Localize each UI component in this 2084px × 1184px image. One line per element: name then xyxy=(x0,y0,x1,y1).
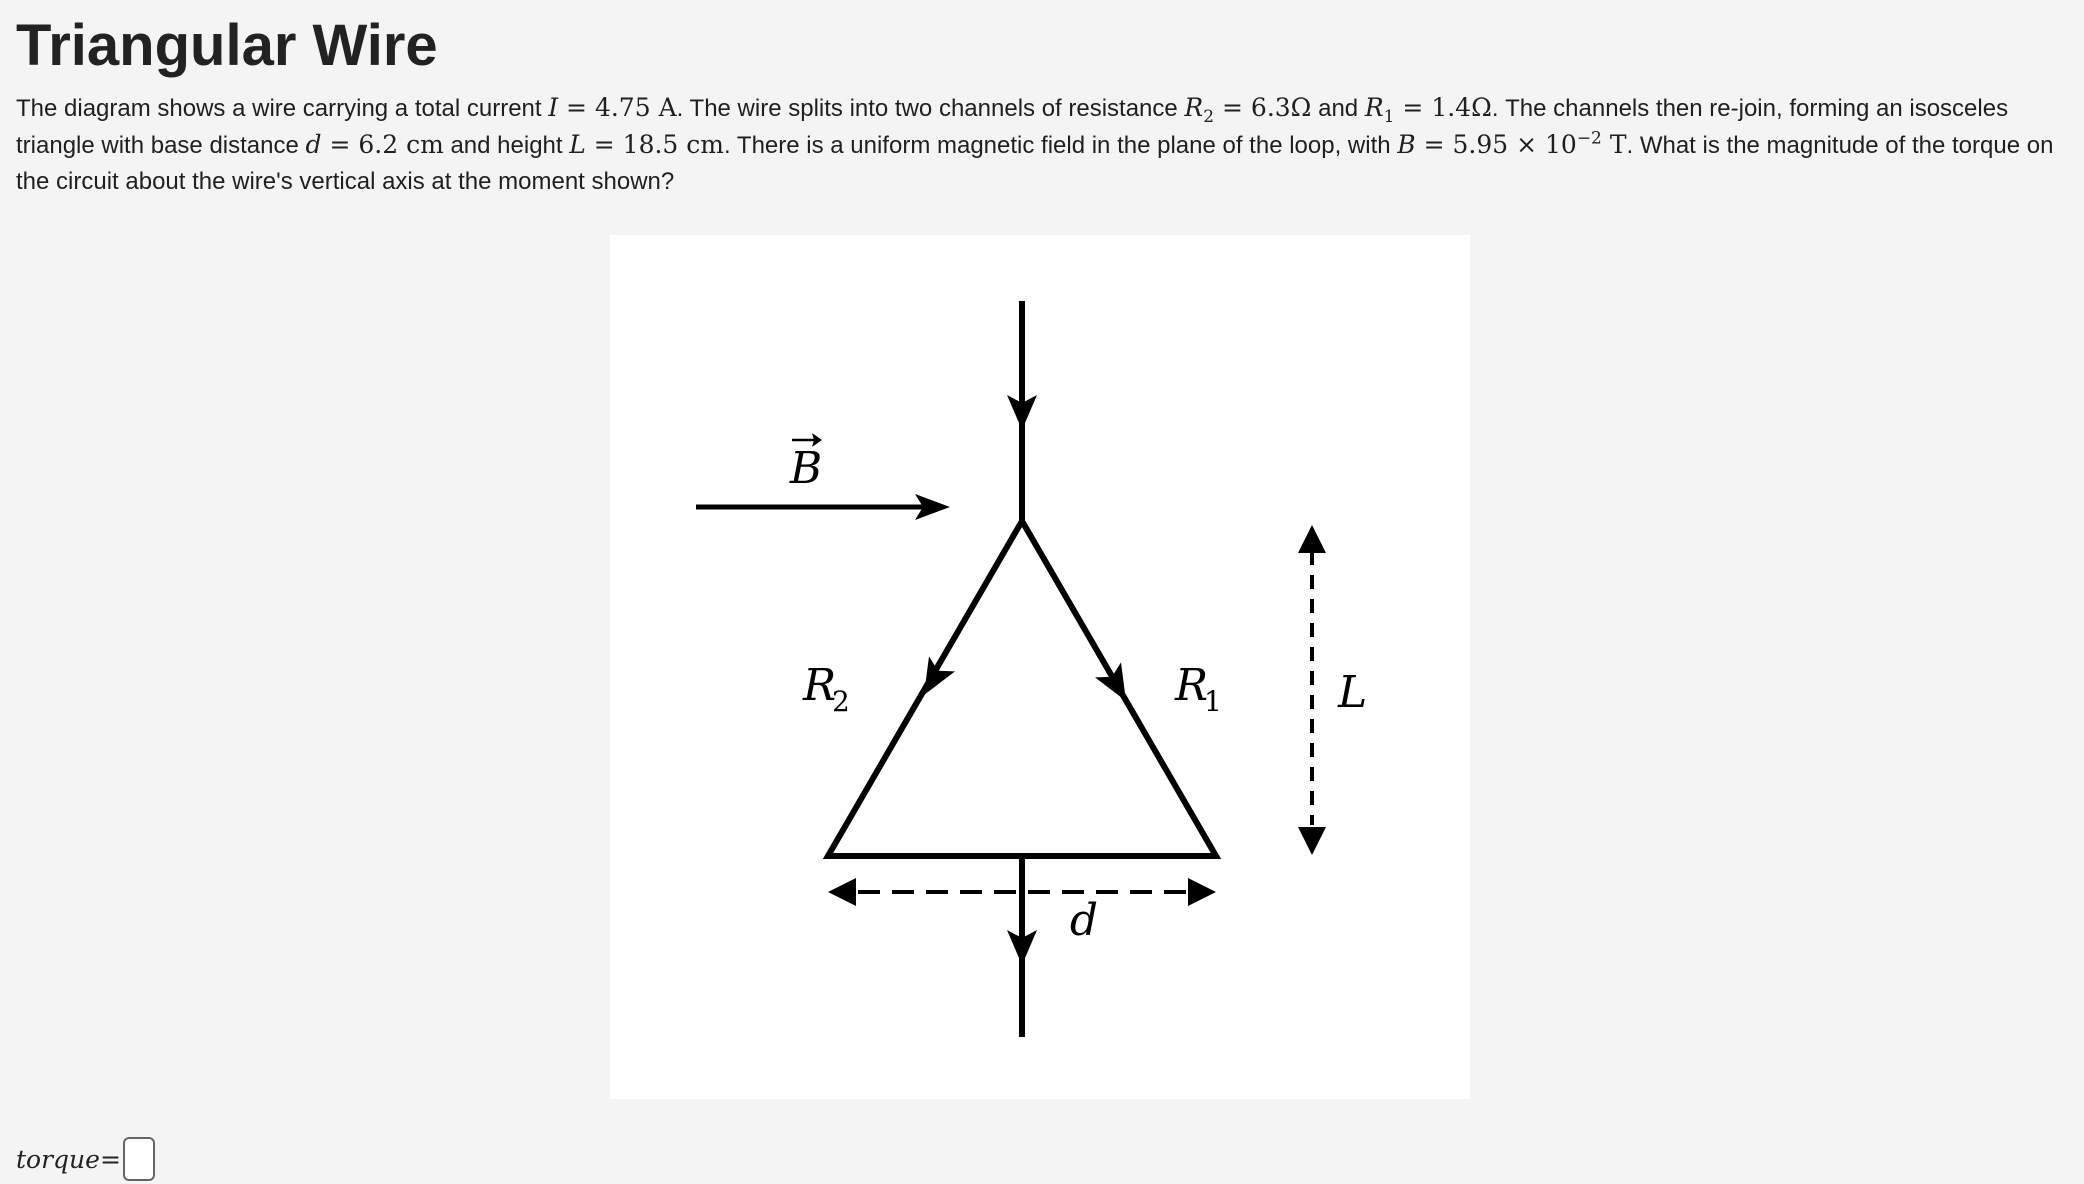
r1-label: R xyxy=(1175,660,1209,711)
r2-label-subscript: 2 xyxy=(832,685,850,718)
equals-sign: = xyxy=(1394,93,1432,122)
problem-text-7: . What is the magnitude of the torque on the circuit about the wire's vertical axis at the moment shown? xyxy=(16,132,2054,195)
r1-subscript: 1 xyxy=(1383,107,1395,127)
diagram-figure xyxy=(610,235,1470,1099)
r1-value: 1.4Ω xyxy=(1431,93,1492,122)
equals-sign: = xyxy=(585,130,623,159)
r2-symbol: R xyxy=(1184,93,1204,122)
problem-text-3: and xyxy=(1311,95,1365,122)
problem-text-5: and height xyxy=(443,132,570,159)
b-math xyxy=(1397,130,1626,159)
equals-sign: = xyxy=(558,93,595,122)
l-math xyxy=(569,130,724,159)
height-arrow-up xyxy=(1298,525,1326,553)
page xyxy=(16,0,2068,200)
d-symbol: d xyxy=(305,130,322,159)
problem-text-4: . The channels then re-join, forming an isosceles triangle with base distance xyxy=(16,95,2009,159)
base-label: d xyxy=(1069,895,1099,946)
current-symbol: I xyxy=(548,93,559,122)
equals-sign: = xyxy=(1415,130,1453,159)
b-symbol: B xyxy=(1397,130,1416,159)
l-symbol: L xyxy=(569,130,586,159)
d-math xyxy=(306,130,444,159)
base-arrow-left xyxy=(828,878,856,906)
r2-label: R xyxy=(803,660,837,711)
equals-sign: = xyxy=(1214,93,1251,122)
problem-text-1: The diagram shows a wire carrying a total current xyxy=(16,95,549,122)
r2-subscript: 2 xyxy=(1203,107,1215,127)
current-math xyxy=(548,93,676,122)
right-branch-current-arrow xyxy=(1095,662,1139,708)
page-title: Triangular Wire xyxy=(16,13,438,78)
l-value: 18.5 cm xyxy=(622,130,724,159)
torque-input[interactable] xyxy=(123,1137,155,1181)
b-unit: T xyxy=(1601,130,1627,159)
equals-sign: = xyxy=(321,130,359,159)
b-exponent: −2 xyxy=(1576,128,1602,149)
r1-label-subscript: 1 xyxy=(1204,685,1222,718)
torque-label: torque= xyxy=(16,1144,121,1174)
r1-math xyxy=(1364,93,1492,127)
height-arrow-down xyxy=(1298,827,1326,855)
triangular-wire-diagram xyxy=(610,235,1470,1099)
r2-value: 6.3Ω xyxy=(1250,93,1312,122)
problem-statement xyxy=(16,90,2066,200)
problem-text-2: . The wire splits into two channels of resistance xyxy=(676,95,1185,122)
problem-text-6: . There is a uniform magnetic field in the plane of the loop, with xyxy=(724,132,1398,159)
r1-symbol: R xyxy=(1364,93,1384,122)
b-value: 5.95 × 10 xyxy=(1452,130,1577,159)
height-label: L xyxy=(1338,667,1368,718)
b-field-label: B xyxy=(789,443,823,494)
r2-math xyxy=(1184,93,1312,127)
triangle-loop xyxy=(828,521,1216,856)
current-value: 4.75 A xyxy=(594,93,677,122)
base-arrow-right xyxy=(1188,878,1216,906)
d-value: 6.2 cm xyxy=(358,130,444,159)
answer-row xyxy=(16,1134,155,1184)
